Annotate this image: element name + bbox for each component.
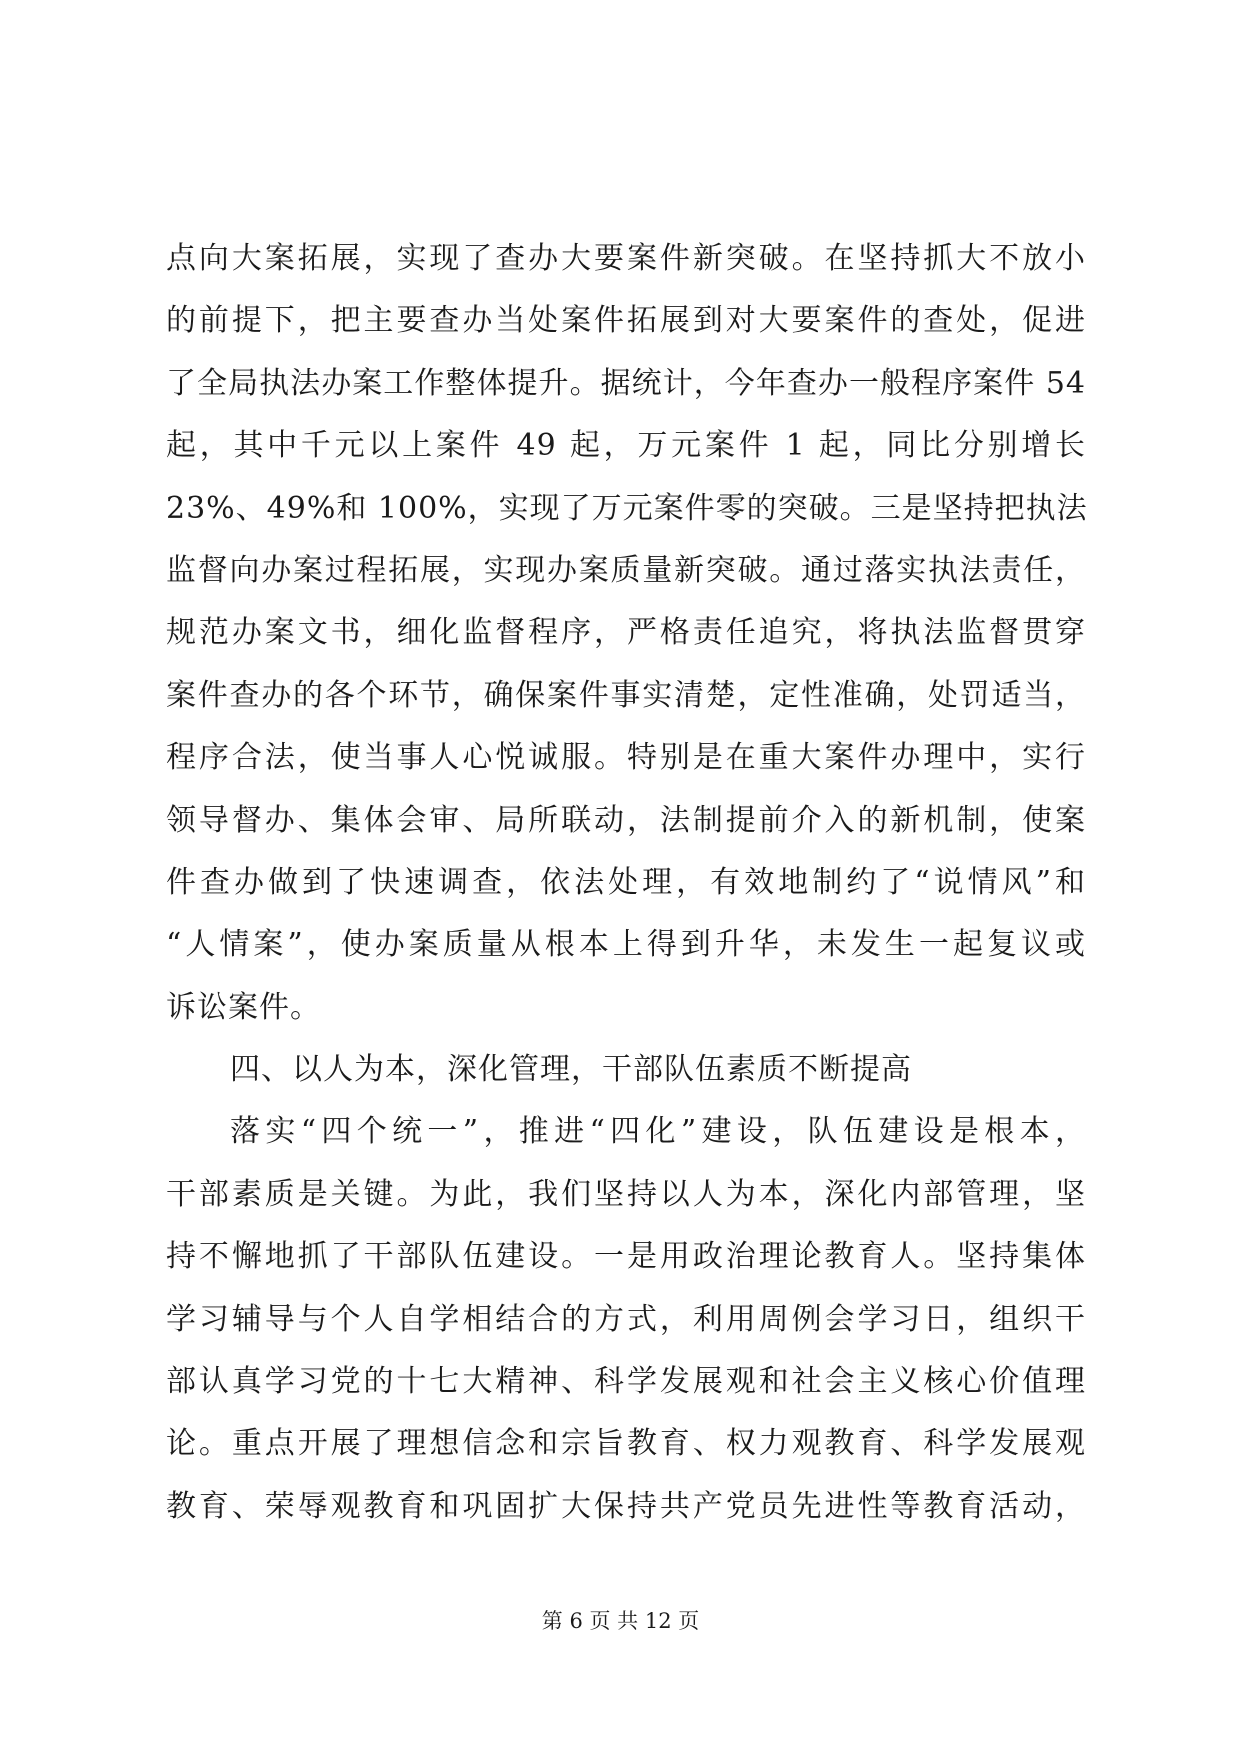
text-line: 诉讼案件。 <box>166 989 321 1025</box>
text-line: 部认真学习党的十七大精神、科学发展观和社会主义核心价值理 <box>166 1364 1086 1400</box>
text-line: 教育、荣辱观教育和巩固扩大保持共产党员先进性等教育活动， <box>166 1488 1086 1524</box>
text-line: 程序合法，使当事人心悦诚服。特别是在重大案件办理中，实行 <box>166 740 1086 776</box>
body-text <box>166 228 1086 1538</box>
text-line: 监督向办案过程拓展，实现办案质量新突破。通过落实执法责任， <box>166 552 1086 588</box>
text-line: 的前提下，把主要查办当处案件拓展到对大要案件的查处，促进 <box>166 303 1086 339</box>
text-line: 23%、49%和 100%，实现了万元案件零的突破。三是坚持把执法 <box>166 490 1088 526</box>
text-line: 案件查办的各个环节，确保案件事实清楚，定性准确，处罚适当， <box>166 677 1086 713</box>
text-line: 了全局执法办案工作整体提升。据统计，今年查办一般程序案件 54 <box>166 365 1086 401</box>
text-line: “人情案”，使办案质量从根本上得到升华，未发生一起复议或 <box>166 927 1086 963</box>
text-line: 点向大案拓展，实现了查办大要案件新突破。在坚持抓大不放小 <box>166 241 1086 276</box>
text-line: 件查办做到了快速调查，依法处理，有效地制约了“说情风”和 <box>166 864 1086 900</box>
text-line: 学习辅导与个人自学相结合的方式，利用周例会学习日，组织干 <box>166 1301 1086 1337</box>
text-line: 规范办案文书，细化监督程序，严格责任追究，将执法监督贯穿 <box>166 615 1086 651</box>
section-heading: 四、以人为本，深化管理，干部队伍素质不断提高 <box>230 1052 912 1088</box>
text-line: 持不懈地抓了干部队伍建设。一是用政治理论教育人。坚持集体 <box>166 1239 1086 1275</box>
text-line: 起，其中千元以上案件 49 起，万元案件 1 起，同比分别增长 <box>166 428 1086 464</box>
text-line: 论。重点开展了理想信念和宗旨教育、权力观教育、科学发展观 <box>166 1426 1086 1462</box>
page-footer: 第 6 页 共 12 页 <box>541 1609 700 1633</box>
text-line: 领导督办、集体会审、局所联动，法制提前介入的新机制，使案 <box>166 802 1086 838</box>
text-line: 干部素质是关键。为此，我们坚持以人为本，深化内部管理，坚 <box>166 1176 1086 1212</box>
text-line: 落实“四个统一”，推进“四化”建设，队伍建设是根本， <box>230 1114 1086 1150</box>
